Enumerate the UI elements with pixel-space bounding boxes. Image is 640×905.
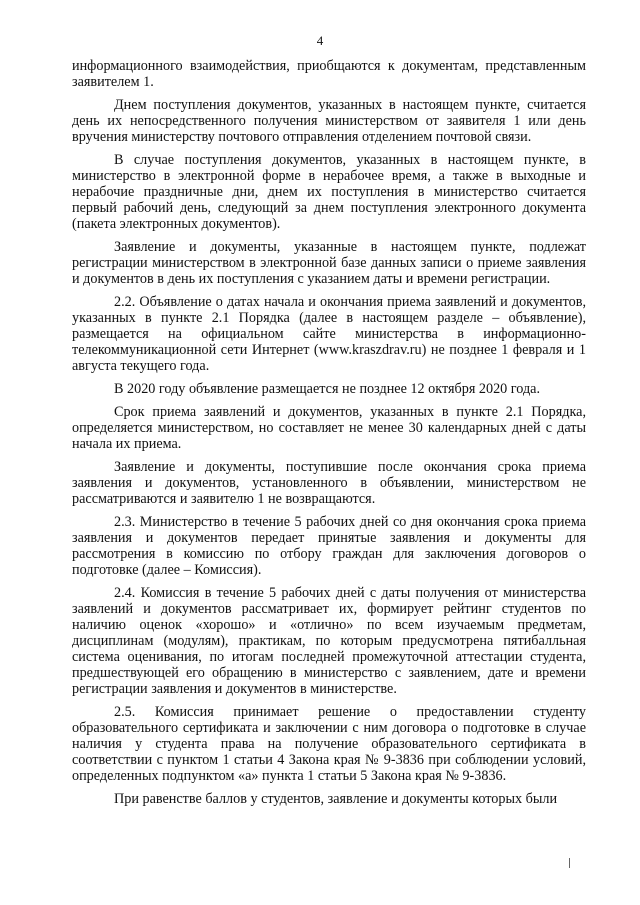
paragraph-acceptance-period: Срок приема заявлений и документов, указанных в пункте 2.1 Порядка, определяется министерством, но составляет не менее 30 календарных дней с даты начала их приема. [72, 404, 586, 452]
paragraph-receipt-date: Днем поступления документов, указанных в настоящем пункте, считается день их непосредственного получения министерством от заявителя 1 или день вручения министерству почтового отправления отделением почтовой связи. [72, 97, 586, 145]
scan-mark [569, 858, 570, 868]
paragraph-2-3-transfer: 2.3. Министерство в течение 5 рабочих дней со дня окончания срока приема заявления и документов передает принятые заявления и документы для рассмотрения в комиссию по отбору граждан для заключения договоров о подготовке (далее – Комиссия). [72, 514, 586, 578]
paragraph-2-2-announcement: 2.2. Объявление о датах начала и окончания приема заявлений и документов, указанных в пункте 2.1 Порядка (далее в настоящем разделе – объявление), размещается на официальном сайте министерства в информационно-телекоммуникационной сети Интернет (www.kraszdrav.ru) не позднее 1 февраля и 1 августа текущего года. [72, 294, 586, 374]
paragraph-2020-announcement: В 2020 году объявление размещается не позднее 12 октября 2020 года. [114, 381, 541, 397]
paragraph-late-documents: Заявление и документы, поступившие после окончания срока приема заявления и документов, установленного в объявлении, министерством не рассматриваются и заявителю 1 не возвращаются. [72, 459, 586, 507]
paragraph-continuation: информационного взаимодействия, приобщаются к документам, представленным заявителем 1. [72, 58, 586, 90]
paragraph-electronic-receipt: В случае поступления документов, указанных в настоящем пункте, в министерство в электронной форме в нерабочее время, а также в выходные и нерабочие праздничные дни, днем их поступления в министерство считается первый рабочий день, следующий за днем поступления электронного документа (пакета электронных документов). [72, 152, 586, 232]
paragraph-equal-scores: При равенстве баллов у студентов, заявление и документы которых были [114, 791, 558, 807]
paragraph-2-4-commission-review: 2.4. Комиссия в течение 5 рабочих дней с даты получения от министерства заявлений и документов рассматривает их, формирует рейтинг студентов по наличию оценок «хорошо» и «отлично» по всем изучаемым предметам, дисциплинам (модулям), практикам, по которым предусмотрена пятибалльная система оценивания, по итогам последней промежуточной аттестации студента, предшествующей его обращению в министерство с заявлением, дате и времени регистрации заявления и документов в министерстве. [72, 585, 586, 697]
paragraph-2-5-commission-decision: 2.5. Комиссия принимает решение о предоставлении студенту образовательного сертификата и заключении с ним договора о подготовке в случае наличия у студента права на получение образовательного сертификата в соответствии с пунктом 1 статьи 4 Закона края № 9-3836 при соблюдении условий, определенных подпунктом «а» пункта 1 статьи 5 Закона края № 9-3836. [72, 704, 586, 784]
paragraph-registration: Заявление и документы, указанные в настоящем пункте, подлежат регистрации министерством в электронной базе данных записи о приеме заявления и документов в день их поступления с указанием даты и времени регистрации. [72, 239, 586, 287]
page-number: 4 [316, 33, 324, 48]
document-body [72, 58, 586, 814]
